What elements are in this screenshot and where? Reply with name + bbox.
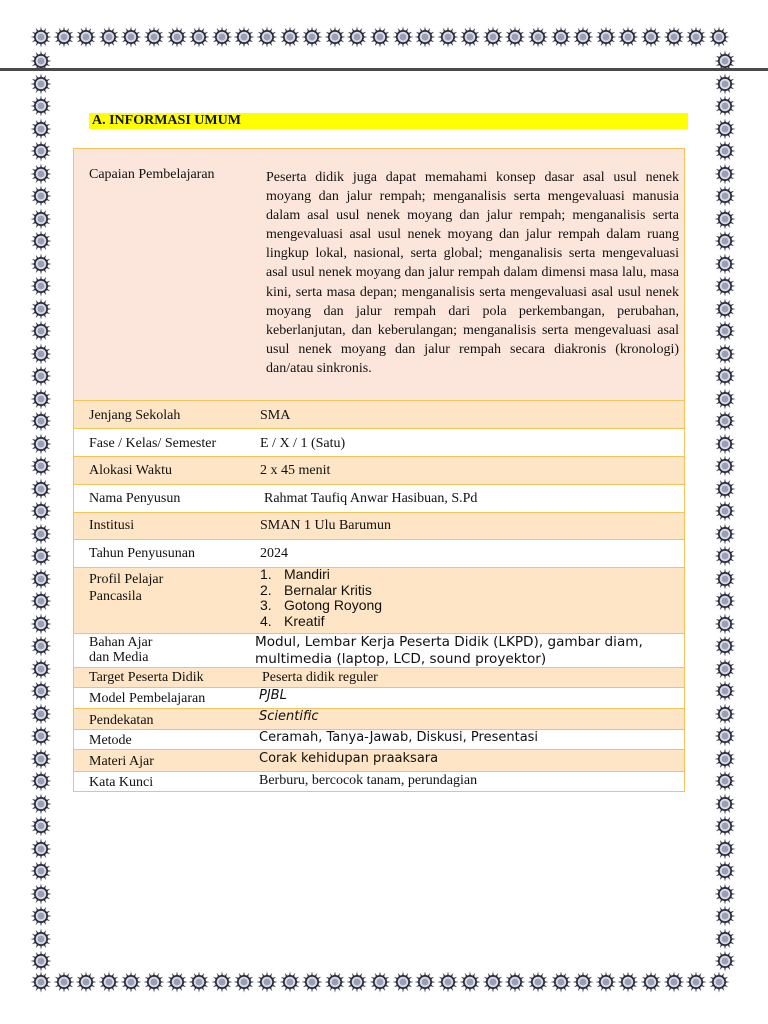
sun-flower-ornament-icon: [30, 410, 52, 432]
jenjang-value: SMA: [260, 408, 291, 423]
sun-flower-ornament-icon: [30, 26, 52, 48]
sun-flower-ornament-icon: [572, 26, 594, 48]
row-bahan: [74, 633, 684, 667]
sun-flower-ornament-icon: [527, 26, 549, 48]
sun-flower-ornament-icon: [617, 26, 639, 48]
fase-value: E / X / 1 (Satu): [260, 436, 346, 451]
sun-flower-ornament-icon: [30, 545, 52, 567]
sun-flower-ornament-icon: [714, 838, 736, 860]
sun-flower-ornament-icon: [714, 703, 736, 725]
sun-flower-ornament-icon: [30, 163, 52, 185]
sun-flower-ornament-icon: [714, 500, 736, 522]
sun-flower-ornament-icon: [714, 905, 736, 927]
sun-flower-ornament-icon: [30, 860, 52, 882]
sun-flower-ornament-icon: [482, 26, 504, 48]
row-pendekatan: [74, 708, 684, 729]
sun-flower-ornament-icon: [640, 26, 662, 48]
sun-flower-ornament-icon: [714, 95, 736, 117]
sun-flower-ornament-icon: [30, 275, 52, 297]
sun-flower-ornament-icon: [30, 185, 52, 207]
sun-flower-ornament-icon: [30, 658, 52, 680]
sun-flower-ornament-icon: [714, 860, 736, 882]
border-bottom-ornaments: [30, 971, 730, 995]
header-rule: [0, 68, 768, 71]
sun-flower-ornament-icon: [550, 971, 572, 993]
sun-flower-ornament-icon: [346, 26, 368, 48]
sun-flower-ornament-icon: [714, 455, 736, 477]
jenjang-label: Jenjang Sekolah: [89, 408, 181, 423]
target-label: Target Peserta Didik: [89, 670, 204, 685]
sun-flower-ornament-icon: [30, 590, 52, 612]
row-model: [74, 687, 684, 708]
sun-flower-ornament-icon: [714, 793, 736, 815]
sun-flower-ornament-icon: [714, 883, 736, 905]
kata-label: Kata Kunci: [89, 775, 154, 790]
sun-flower-ornament-icon: [30, 838, 52, 860]
sun-flower-ornament-icon: [640, 971, 662, 993]
row-kata: [74, 771, 684, 791]
sun-flower-ornament-icon: [714, 320, 736, 342]
sun-flower-ornament-icon: [369, 26, 391, 48]
row-penyusun: [74, 484, 684, 512]
sun-flower-ornament-icon: [301, 971, 323, 993]
kata-value: Berburu, bercocok tanam, perundagian: [259, 773, 478, 788]
sun-flower-ornament-icon: [188, 971, 210, 993]
bahan-value: [255, 634, 678, 667]
sun-flower-ornament-icon: [714, 73, 736, 95]
sun-flower-ornament-icon: [504, 26, 526, 48]
border-top-ornaments: [30, 26, 730, 50]
model-value: PJBL: [259, 688, 287, 703]
sun-flower-ornament-icon: [30, 298, 52, 320]
sun-flower-ornament-icon: [211, 26, 233, 48]
sun-flower-ornament-icon: [714, 658, 736, 680]
sun-flower-ornament-icon: [233, 971, 255, 993]
row-target: [74, 667, 684, 687]
profil-label-line1: Profil Pelajar: [89, 572, 164, 587]
profil-list-container: [260, 567, 678, 629]
sun-flower-ornament-icon: [30, 680, 52, 702]
sun-flower-ornament-icon: [75, 26, 97, 48]
sun-flower-ornament-icon: [504, 971, 526, 993]
border-right-ornaments: [714, 50, 738, 973]
profil-item: 2. Bernalar Kritis: [260, 581, 372, 598]
border-left-ornaments: [30, 50, 54, 973]
sun-flower-ornament-icon: [211, 971, 233, 993]
sun-flower-ornament-icon: [30, 455, 52, 477]
sun-flower-ornament-icon: [166, 26, 188, 48]
info-table: [73, 148, 685, 792]
sun-flower-ornament-icon: [30, 568, 52, 590]
sun-flower-ornament-icon: [30, 95, 52, 117]
profil-item: 3. Gotong Royong: [260, 597, 383, 613]
sun-flower-ornament-icon: [714, 815, 736, 837]
penyusun-label: Nama Penyusun: [89, 491, 181, 506]
sun-flower-ornament-icon: [685, 971, 707, 993]
row-profil: [74, 567, 684, 633]
sun-flower-ornament-icon: [30, 635, 52, 657]
sun-flower-ornament-icon: [714, 410, 736, 432]
sun-flower-ornament-icon: [324, 26, 346, 48]
profil-list: [260, 567, 678, 629]
sun-flower-ornament-icon: [30, 253, 52, 275]
sun-flower-ornament-icon: [30, 365, 52, 387]
row-metode: [74, 729, 684, 749]
institusi-value: SMAN 1 Ulu Barumun: [260, 518, 392, 533]
sun-flower-ornament-icon: [233, 26, 255, 48]
sun-flower-ornament-icon: [143, 26, 165, 48]
sun-flower-ornament-icon: [527, 971, 549, 993]
sun-flower-ornament-icon: [714, 748, 736, 770]
sun-flower-ornament-icon: [572, 971, 594, 993]
sun-flower-ornament-icon: [708, 26, 730, 48]
sun-flower-ornament-icon: [685, 26, 707, 48]
sun-flower-ornament-icon: [98, 971, 120, 993]
row-alokasi: [74, 456, 684, 484]
sun-flower-ornament-icon: [301, 26, 323, 48]
sun-flower-ornament-icon: [714, 433, 736, 455]
row-capaian: [74, 149, 684, 400]
sun-flower-ornament-icon: [120, 26, 142, 48]
sun-flower-ornament-icon: [166, 971, 188, 993]
sun-flower-ornament-icon: [714, 298, 736, 320]
sun-flower-ornament-icon: [663, 971, 685, 993]
sun-flower-ornament-icon: [437, 971, 459, 993]
sun-flower-ornament-icon: [437, 26, 459, 48]
fase-label: Fase / Kelas/ Semester: [89, 436, 217, 451]
sun-flower-ornament-icon: [595, 971, 617, 993]
sun-flower-ornament-icon: [714, 478, 736, 500]
sun-flower-ornament-icon: [30, 613, 52, 635]
sun-flower-ornament-icon: [414, 26, 436, 48]
sun-flower-ornament-icon: [30, 433, 52, 455]
profil-label-line2: Pancasila: [89, 589, 142, 604]
sun-flower-ornament-icon: [30, 230, 52, 252]
sun-flower-ornament-icon: [30, 118, 52, 140]
sun-flower-ornament-icon: [714, 365, 736, 387]
sun-flower-ornament-icon: [30, 725, 52, 747]
sun-flower-ornament-icon: [30, 500, 52, 522]
sun-flower-ornament-icon: [714, 590, 736, 612]
materi-label: Materi Ajar: [89, 754, 154, 769]
sun-flower-ornament-icon: [120, 971, 142, 993]
sun-flower-ornament-icon: [459, 971, 481, 993]
sun-flower-ornament-icon: [346, 971, 368, 993]
sun-flower-ornament-icon: [30, 815, 52, 837]
bahan-value-line2: multimedia (laptop, LCD, sound proyektor): [255, 650, 547, 667]
section-title: A. INFORMASI UMUM: [89, 113, 688, 129]
sun-flower-ornament-icon: [714, 950, 736, 972]
profil-label: [89, 571, 249, 605]
sun-flower-ornament-icon: [714, 770, 736, 792]
sun-flower-ornament-icon: [714, 118, 736, 140]
sun-flower-ornament-icon: [30, 343, 52, 365]
sun-flower-ornament-icon: [30, 478, 52, 500]
row-institusi: [74, 512, 684, 539]
pendekatan-value: Scientific: [259, 709, 319, 724]
sun-flower-ornament-icon: [714, 928, 736, 950]
row-jenjang: [74, 400, 684, 428]
sun-flower-ornament-icon: [369, 971, 391, 993]
sun-flower-ornament-icon: [279, 26, 301, 48]
sun-flower-ornament-icon: [714, 163, 736, 185]
sun-flower-ornament-icon: [482, 971, 504, 993]
sun-flower-ornament-icon: [392, 26, 414, 48]
sun-flower-ornament-icon: [143, 971, 165, 993]
profil-item: 4. Kreatif: [260, 612, 325, 629]
sun-flower-ornament-icon: [324, 971, 346, 993]
sun-flower-ornament-icon: [714, 230, 736, 252]
penyusun-value: Rahmat Taufiq Anwar Hasibuan, S.Pd: [264, 491, 478, 506]
sun-flower-ornament-icon: [714, 680, 736, 702]
capaian-text: Peserta didik juga dapat memahami konsep dasar asal usul nenek moyang dan jalur rempah; menganalisis serta mengevaluasi manusia dalam asal usul nenek moyang dan jalur rempah; menganalisis serta mengevaluasi asal usul nenek moyang dan jalur rempah dalam ruang lingkup lokal, nasional, serta global; menganalisis serta mengevaluasi asal usul nenek moyang dan jalur rempah dalam dimensi masa lalu, masa kini, serta masa depan; menganalisis serta mengevaluasi asal usul nenek moyang dan jalur rempah dari pola perkembangan, perubahan, keberlanjutan, dan keberulangan; menganalisis serta mengevaluasi asal usul nenek moyang dan jalur rempah secara diakronis (kronologi) dan/atau sinkronis.: [266, 170, 679, 376]
sun-flower-ornament-icon: [595, 26, 617, 48]
target-value: Peserta didik reguler: [262, 670, 378, 685]
sun-flower-ornament-icon: [714, 635, 736, 657]
alokasi-value: 2 x 45 menit: [260, 463, 331, 478]
sun-flower-ornament-icon: [30, 388, 52, 410]
sun-flower-ornament-icon: [30, 73, 52, 95]
sun-flower-ornament-icon: [714, 568, 736, 590]
sun-flower-ornament-icon: [714, 725, 736, 747]
sun-flower-ornament-icon: [714, 140, 736, 162]
row-fase: [74, 428, 684, 456]
sun-flower-ornament-icon: [53, 26, 75, 48]
sun-flower-ornament-icon: [714, 523, 736, 545]
sun-flower-ornament-icon: [30, 320, 52, 342]
sun-flower-ornament-icon: [30, 523, 52, 545]
institusi-label: Institusi: [89, 518, 135, 533]
model-label: Model Pembelajaran: [89, 691, 206, 706]
sun-flower-ornament-icon: [188, 26, 210, 48]
sun-flower-ornament-icon: [30, 208, 52, 230]
sun-flower-ornament-icon: [256, 971, 278, 993]
sun-flower-ornament-icon: [30, 140, 52, 162]
tahun-label: Tahun Penyusunan: [89, 546, 195, 561]
sun-flower-ornament-icon: [75, 971, 97, 993]
pendekatan-label: Pendekatan: [89, 713, 154, 728]
sun-flower-ornament-icon: [714, 613, 736, 635]
sun-flower-ornament-icon: [53, 971, 75, 993]
sun-flower-ornament-icon: [98, 26, 120, 48]
sun-flower-ornament-icon: [663, 26, 685, 48]
sun-flower-ornament-icon: [392, 971, 414, 993]
sun-flower-ornament-icon: [714, 388, 736, 410]
sun-flower-ornament-icon: [30, 950, 52, 972]
sun-flower-ornament-icon: [30, 883, 52, 905]
sun-flower-ornament-icon: [714, 185, 736, 207]
sun-flower-ornament-icon: [30, 748, 52, 770]
sun-flower-ornament-icon: [714, 275, 736, 297]
sun-flower-ornament-icon: [714, 545, 736, 567]
capaian-label: Capaian Pembelajaran: [89, 167, 215, 182]
sun-flower-ornament-icon: [714, 208, 736, 230]
sun-flower-ornament-icon: [256, 26, 278, 48]
bahan-label-line2: dan Media: [89, 650, 149, 665]
sun-flower-ornament-icon: [30, 971, 52, 993]
bahan-value-line1: Modul, Lembar Kerja Peserta Didik (LKPD), gambar diam,: [255, 634, 643, 650]
sun-flower-ornament-icon: [714, 253, 736, 275]
sun-flower-ornament-icon: [714, 343, 736, 365]
tahun-value: 2024: [260, 546, 288, 561]
sun-flower-ornament-icon: [30, 770, 52, 792]
metode-value: Ceramah, Tanya-Jawab, Diskusi, Presentasi: [259, 730, 539, 745]
sun-flower-ornament-icon: [30, 703, 52, 725]
sun-flower-ornament-icon: [459, 26, 481, 48]
sun-flower-ornament-icon: [279, 971, 301, 993]
bahan-label-line1: Bahan Ajar: [89, 635, 153, 650]
row-materi: [74, 749, 684, 771]
bahan-label: [89, 635, 249, 665]
sun-flower-ornament-icon: [617, 971, 639, 993]
alokasi-label: Alokasi Waktu: [89, 463, 172, 478]
sun-flower-ornament-icon: [30, 928, 52, 950]
profil-item: 1. Mandiri: [260, 566, 330, 582]
metode-label: Metode: [89, 733, 132, 748]
sun-flower-ornament-icon: [30, 793, 52, 815]
sun-flower-ornament-icon: [30, 905, 52, 927]
sun-flower-ornament-icon: [414, 971, 436, 993]
materi-value: Corak kehidupan praaksara: [259, 751, 439, 766]
row-tahun: [74, 539, 684, 567]
sun-flower-ornament-icon: [550, 26, 572, 48]
sun-flower-ornament-icon: [708, 971, 730, 993]
